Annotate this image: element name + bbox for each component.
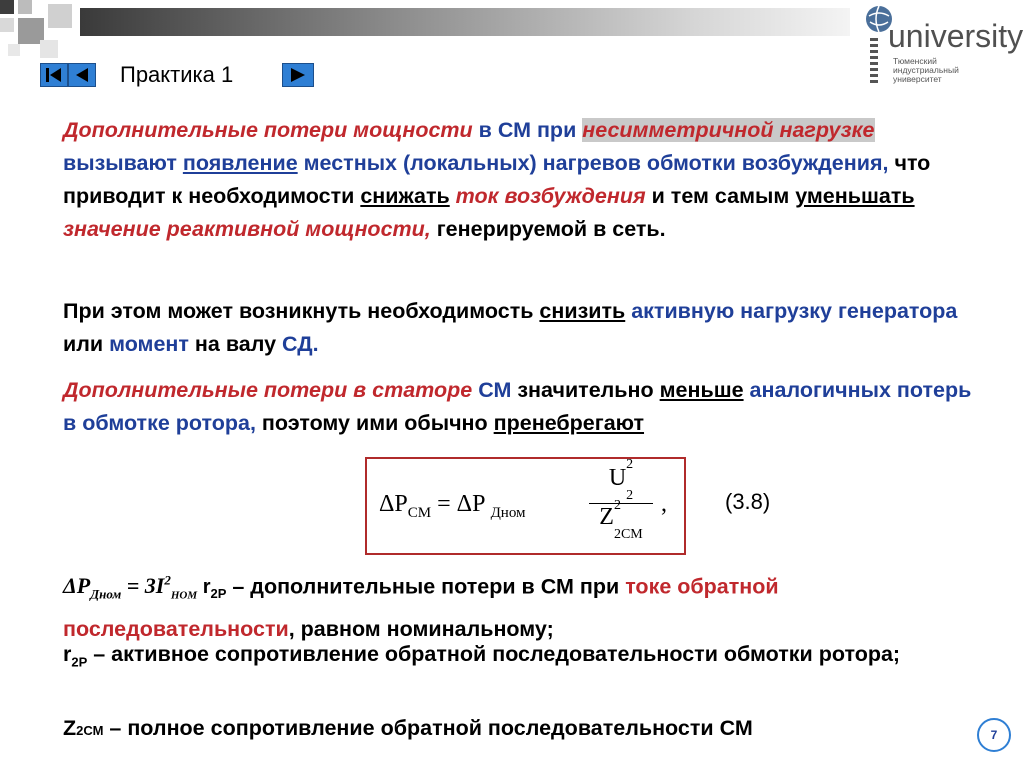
def1-sub: Дном [90,586,122,602]
p1-underlined-e: появление [182,151,298,175]
p3-text-f: поэтому ими обычно [255,411,494,435]
p3-red-a: Дополнительные потери в статоре [63,378,473,402]
def1-sup: 2 [164,573,171,588]
formula-lhs-sub: СМ [407,504,432,521]
definition-2 [63,638,963,678]
p3-underlined-d: меньше [659,378,744,402]
def1-r-sub: 2Р [210,586,227,602]
formula-denominator [589,498,653,542]
corner-square-2 [18,0,32,14]
equation-number: (3.8) [725,489,771,514]
definition-1 [63,564,963,646]
def3-sub: 2СМ [76,723,104,738]
p3-underlined-g: пренебрегают [493,411,645,435]
def2-sub: 2Р [71,654,88,670]
def2-sym: r [63,642,72,666]
p1-text-d: вызывают [63,151,183,175]
formula-lhs [379,491,526,522]
p3-text-c: значительно [511,378,660,402]
def3-sym: Z [63,716,77,740]
header-gradient-bar [80,8,850,36]
slide-title: Практика 1 [120,62,234,87]
formula-num-sub: 2 [626,487,634,503]
formula-num-u: U [608,465,627,491]
def1-text: – дополнительные потери в СМ при [226,574,626,599]
formula-fraction [589,457,653,542]
corner-square-6 [40,40,58,58]
corner-square-7 [8,44,20,56]
def3-text: – полное сопротивление обратной последовательности СМ [103,716,753,740]
p2-blue-e: момент [109,332,189,356]
p1-text-b: в СМ при [472,118,583,142]
def2-text: – активное сопротивление обратной последовательности обмотки ротора; [87,642,901,666]
def1-eq: = 3I [121,573,165,599]
formula-den-z: Z [599,504,614,530]
def1-end: , равном номинальному; [288,616,554,641]
p3-blue-b: СМ [472,378,512,402]
next-icon [283,64,313,86]
def1-red-text: токе обратной последовательности [63,574,779,641]
def1-sym: ΔP [63,573,91,599]
logo-sub-line-3: университет [893,74,942,84]
formula-rhs-sub: Дном [490,504,526,521]
corner-square-5 [48,4,72,28]
def1-r-letter: r [197,576,211,599]
p1-text-f: местных (локальных) нагревов обмотки возбуждения, [297,151,889,175]
formula-num-sup: 2 [626,457,634,472]
page-number-badge: 7 [977,718,1011,752]
formula-comma: , [661,491,667,517]
formula-den-sup: 2 [613,498,621,513]
paragraph-2 [63,295,963,361]
def1-sub2: НОМ [170,589,198,602]
p1-underlined-k: уменьшать [795,184,915,208]
p2-text-d: или [63,332,110,356]
p2-blue-g: СД. [282,332,319,356]
corner-square-3 [0,18,14,32]
logo-bars [870,38,878,86]
p1-red-l: значение реактивной мощности, [63,217,431,241]
p1-text-m: генерируемой в сеть. [430,217,666,241]
def1-formula [63,573,227,602]
definition-3 [63,712,983,747]
paragraph-3 [63,374,973,440]
logo-word: university [888,18,1024,54]
logo-sub-line-1: Тюменский [893,56,937,66]
formula-box [365,457,686,555]
formula-den-sub: 2СМ [613,526,643,542]
p1-red-i: ток возбуждения [449,184,646,208]
previous-icon [69,64,95,86]
p1-text-j: и тем самым [645,184,796,208]
first-slide-button[interactable] [40,63,68,87]
corner-square-1 [0,0,14,14]
p2-text-a: При этом может возникнуть необходимость [63,299,540,323]
previous-slide-button[interactable] [68,63,96,87]
p1-red-term: Дополнительные потери мощности [63,118,473,142]
p1-text-g: что приводит к необходимости [63,151,931,208]
formula-numerator [589,457,653,503]
formula-equals: = ΔP [431,491,491,517]
logo-subtitle [893,57,983,84]
def1-r [197,576,227,602]
next-slide-button[interactable] [282,63,314,87]
p2-underlined-b: снизить [539,299,626,323]
p3-blue-e: аналогичных потерь в обмотке ротора, [63,378,972,435]
p2-blue-c: активную нагрузку генератора [625,299,958,323]
p2-text-f: на валу [188,332,283,356]
skip-to-first-icon [41,64,67,86]
formula-delta-p: ΔP [379,491,408,517]
p1-highlighted-term: несимметричной нагрузке [582,118,875,142]
p1-underlined-h: снижать [360,184,450,208]
paragraph-1 [63,114,963,246]
logo-sub-line-2: индустриальный [893,65,959,75]
